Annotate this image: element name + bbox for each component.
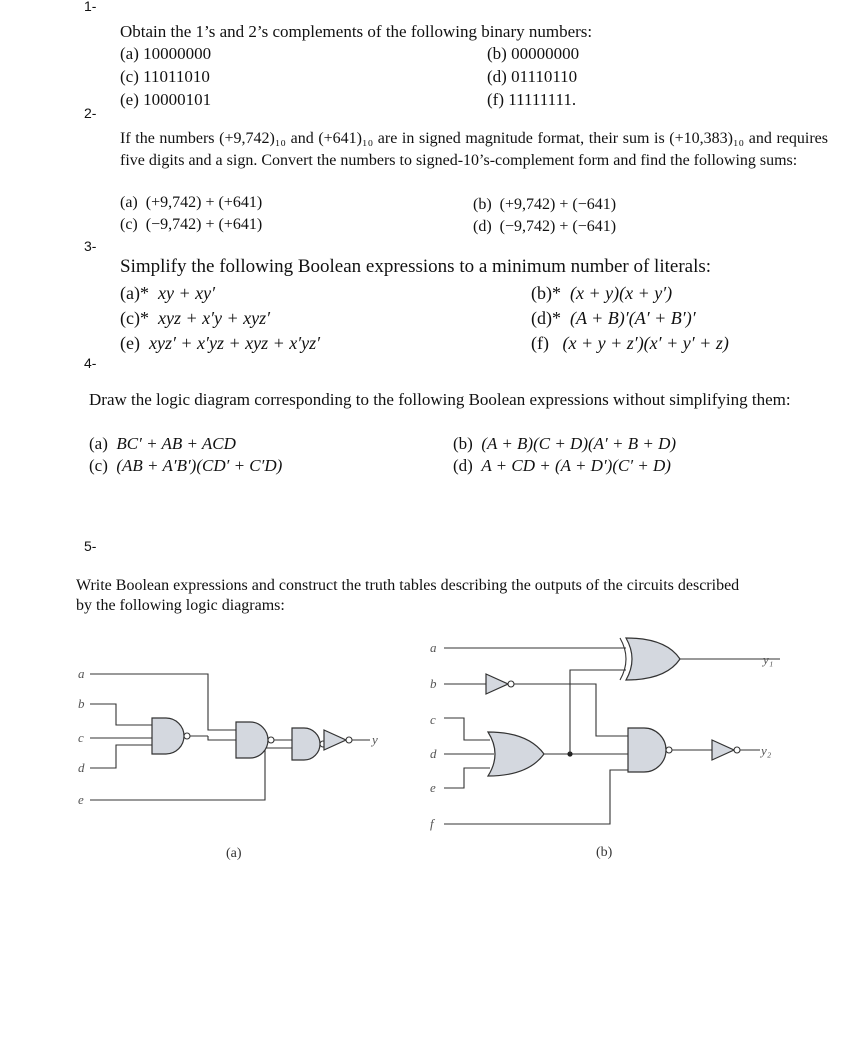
problem-4-item-a: (a) BC′ + AB + ACD bbox=[89, 434, 236, 453]
diagram-b-caption: (b) bbox=[596, 845, 613, 860]
problem-1-item-b: (b) 00000000 bbox=[487, 44, 580, 63]
problem-3-item-c: (c)* xyz + x′y + xyz′ bbox=[120, 308, 271, 328]
problem-4-item-c: (c) (AB + A′B′)(CD′ + C′D) bbox=[89, 456, 283, 475]
diagram-b-input-f: f bbox=[430, 816, 434, 831]
diagram-a-input-d: d bbox=[78, 760, 85, 775]
diagram-b-input-a: a bbox=[430, 640, 437, 655]
problem-2-number: 2- bbox=[84, 105, 97, 121]
problem-4-prompt: Draw the logic diagram corresponding to the following Boolean expressions without simplifying them: bbox=[89, 390, 791, 409]
problem-3-item-a: (a)* xy + xy′ bbox=[120, 283, 216, 303]
diagram-b-xor-gate bbox=[626, 638, 680, 680]
problem-3-prompt: Simplify the following Boolean expressions to a minimum number of literals: bbox=[120, 256, 712, 277]
problem-4-item-d: (d) A + CD + (A + D′)(C′ + D) bbox=[453, 456, 671, 475]
diagram-b-not-bubble-out bbox=[734, 747, 740, 753]
diagram-a-nand-gate-3 bbox=[292, 728, 320, 760]
diagram-a-not-bubble bbox=[346, 737, 352, 743]
diagram-b-input-c: c bbox=[430, 712, 436, 727]
diagram-b-and-bubble bbox=[666, 747, 672, 753]
diagram-a-caption: (a) bbox=[226, 846, 242, 861]
diagram-a-inverter-bubble-2 bbox=[268, 737, 274, 743]
problem-2-item-d: (d) (−9,742) + (−641) bbox=[473, 218, 617, 235]
diagram-b-input-d: d bbox=[430, 746, 437, 761]
diagram-a-input-b: b bbox=[78, 696, 85, 711]
problem-5-prompt: Write Boolean expressions and construct the truth tables describing the outputs of the circuits described by the following logic diagrams: bbox=[76, 577, 740, 614]
diagram-a-inverter-bubble-1 bbox=[184, 733, 190, 739]
problem-1-number: 1- bbox=[84, 0, 97, 14]
problem-4-item-b: (b) (A + B)(C + D)(A′ + B + D) bbox=[453, 434, 677, 453]
problem-2-prompt: If the numbers (+9,742)₁₀ and (+641)₁₀ are in signed magnitude format, their sum is (+10,383)₁₀ and requires five digits and a sign. Convert the numbers to signed-10’s-complement form and find the following sums: bbox=[120, 130, 828, 169]
problem-1-item-d: (d) 01110110 bbox=[487, 67, 578, 86]
problem-4-number: 4- bbox=[84, 355, 97, 371]
problem-1-item-e: (e) 10000101 bbox=[120, 90, 212, 109]
problem-2-item-a: (a) (+9,742) + (+641) bbox=[120, 194, 263, 211]
diagram-a-not-gate bbox=[324, 730, 346, 750]
diagram-b-not-gate-b bbox=[486, 674, 508, 694]
problem-1-item-c: (c) 11011010 bbox=[120, 67, 210, 86]
problem-3-item-f: (f) (x + y + z′)(x′ + y′ + z) bbox=[531, 333, 729, 353]
problem-1-prompt: Obtain the 1’s and 2’s complements of the following binary numbers: bbox=[120, 22, 593, 41]
diagram-b-input-e: e bbox=[430, 780, 436, 795]
diagram-b-not-gate-out bbox=[712, 740, 734, 760]
diagram-a-nand-gate-1 bbox=[152, 718, 184, 754]
problem-3-item-e: (e) xyz′ + x′yz + xyz + x′yz′ bbox=[120, 333, 321, 353]
problem-5-number: 5- bbox=[84, 538, 97, 554]
problem-1-item-f: (f) 11111111. bbox=[487, 90, 577, 109]
problem-1-item-a: (a) 10000000 bbox=[120, 44, 212, 63]
problem-3-item-b: (b)* (x + y)(x + y′) bbox=[531, 283, 673, 303]
diagram-b-not-bubble-b bbox=[508, 681, 514, 687]
diagram-b-or-gate bbox=[488, 732, 544, 776]
problem-2-item-c: (c) (−9,742) + (+641) bbox=[120, 216, 263, 233]
diagram-b-and-gate bbox=[628, 728, 666, 772]
problem-3-item-d: (d)* (A + B)′(A′ + B′)′ bbox=[531, 308, 696, 328]
problem-3-number: 3- bbox=[84, 238, 97, 254]
problem-2-item-b: (b) (+9,742) + (−641) bbox=[473, 196, 617, 213]
logic-diagram-a bbox=[60, 630, 410, 870]
diagram-b-output-y2: y₂ bbox=[761, 743, 772, 758]
diagram-a-output-y: y bbox=[372, 732, 378, 747]
logic-diagram-b bbox=[420, 630, 800, 870]
diagram-a-input-e: e bbox=[78, 792, 84, 807]
diagram-b-input-b: b bbox=[430, 676, 437, 691]
diagram-a-input-c: c bbox=[78, 730, 84, 745]
diagram-b-output-y1: y₁ bbox=[763, 652, 774, 667]
diagram-a-nand-gate-2 bbox=[236, 722, 268, 758]
diagram-a-input-a: a bbox=[78, 666, 85, 681]
